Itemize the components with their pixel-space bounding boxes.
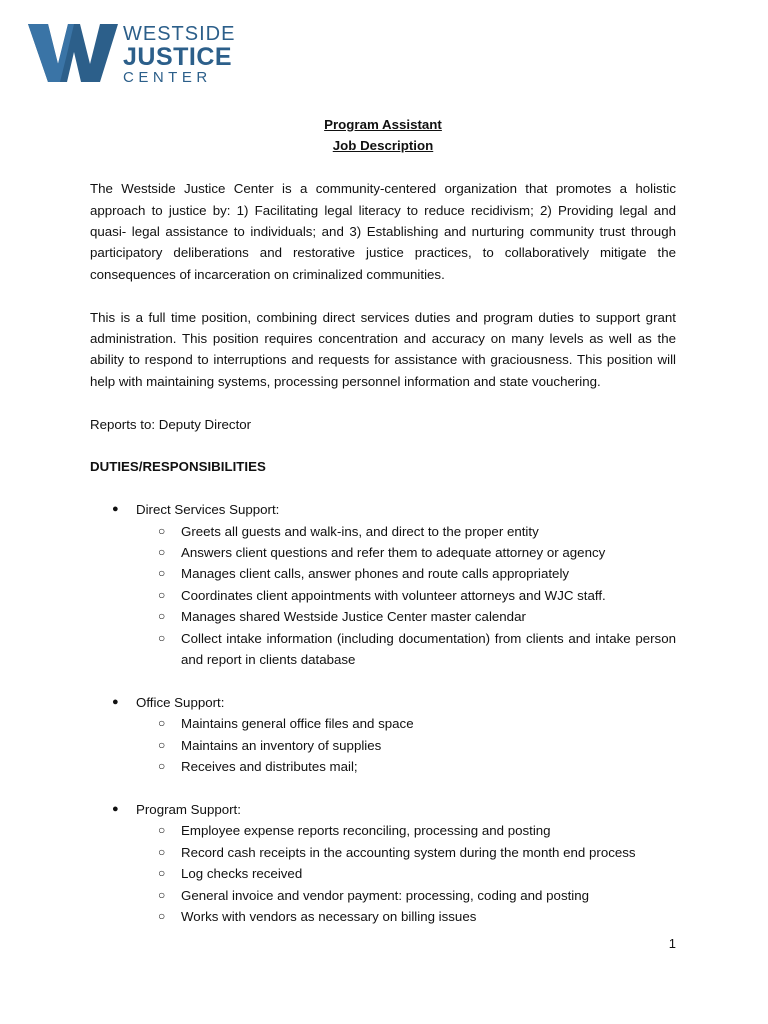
list-item: ○ Works with vendors as necessary on billing issues (90, 906, 676, 927)
bullet-icon: ● (112, 802, 119, 815)
circle-bullet-icon: ○ (158, 823, 166, 838)
list-item: ○ Employee expense reports reconciling, processing and posting (90, 820, 676, 841)
circle-bullet-icon: ○ (158, 716, 166, 731)
list-item: ○ Answers client questions and refer them to adequate attorney or agency (90, 542, 676, 563)
list-item: ○ Record cash receipts in the accounting system during the month end process (90, 842, 676, 863)
section-label: ● Office Support: (90, 692, 676, 713)
circle-bullet-icon: ○ (158, 866, 166, 881)
list-item: ○ Log checks received (90, 863, 676, 884)
logo-line-center: CENTER (123, 69, 212, 86)
circle-bullet-icon: ○ (158, 566, 166, 581)
circle-bullet-icon: ○ (158, 737, 166, 752)
list-item: ○ General invoice and vendor payment: processing, coding and posting (90, 885, 676, 906)
list-item: ○ Manages shared Westside Justice Center master calendar (90, 606, 676, 627)
circle-bullet-icon: ○ (158, 630, 166, 645)
section-program-support (90, 799, 676, 927)
reports-to: Reports to: Deputy Director (90, 416, 252, 432)
list-item: ○ Maintains an inventory of supplies (90, 735, 676, 756)
bullet-icon: ● (112, 695, 119, 708)
circle-bullet-icon: ○ (158, 609, 166, 624)
circle-bullet-icon: ○ (158, 844, 166, 859)
document-body (90, 114, 676, 927)
section-office-support (90, 692, 676, 778)
list-item: ○ Receives and distributes mail; (90, 756, 676, 777)
list-item: ○ Greets all guests and walk-ins, and direct to the proper entity (90, 521, 676, 542)
logo-line-westside: WESTSIDE (123, 23, 236, 45)
section-label: ● Program Support: (90, 799, 676, 820)
doc-subtitle: Job Description (332, 138, 434, 154)
logo-text (123, 23, 235, 87)
position-paragraph: This is a full time position, combining direct services duties and program duties to support grant administration. This position requires concentration and accuracy on many levels as well as the ability to respond to interruptions and requests for assistance with graciousness. This position will help with maintaining systems, processing personnel information and state vouchering. (90, 309, 676, 389)
section-label: ● Direct Services Support: (90, 499, 676, 520)
doc-title: Program Assistant (324, 117, 442, 132)
duties-heading: DUTIES/RESPONSIBILITIES (90, 459, 266, 475)
logo-line-justice: JUSTICE (123, 43, 233, 71)
circle-bullet-icon: ○ (158, 887, 166, 902)
circle-bullet-icon: ○ (158, 759, 166, 774)
circle-bullet-icon: ○ (158, 545, 166, 560)
intro-paragraph: The Westside Justice Center is a community-centered organization that promotes a holistic approach to justice by: 1) Facilitating legal literacy to reduce recidivism; 2) Providing legal and quasi- legal assistance to individuals; and 3) Establishing and nurturing community trust through participatory deliberations and restorative justice practices, to collaboratively mitigate the consequences of incarceration on criminalized communities. (90, 181, 676, 282)
list-item: ○ Collect intake information (including documentation) from clients and intake person and report in clients database (90, 628, 676, 671)
list-item: ○ Maintains general office files and space (90, 713, 676, 734)
logo (28, 20, 236, 86)
list-item: ○ Coordinates client appointments with volunteer attorneys and WJC staff. (90, 585, 676, 606)
section-direct-services (90, 499, 676, 670)
list-item: ○ Manages client calls, answer phones and route calls appropriately (90, 563, 676, 584)
circle-bullet-icon: ○ (158, 908, 166, 923)
w-logo-icon (28, 24, 118, 82)
circle-bullet-icon: ○ (158, 523, 166, 538)
page-number: 1 (668, 936, 676, 951)
bullet-icon: ● (112, 503, 119, 516)
circle-bullet-icon: ○ (158, 587, 166, 602)
